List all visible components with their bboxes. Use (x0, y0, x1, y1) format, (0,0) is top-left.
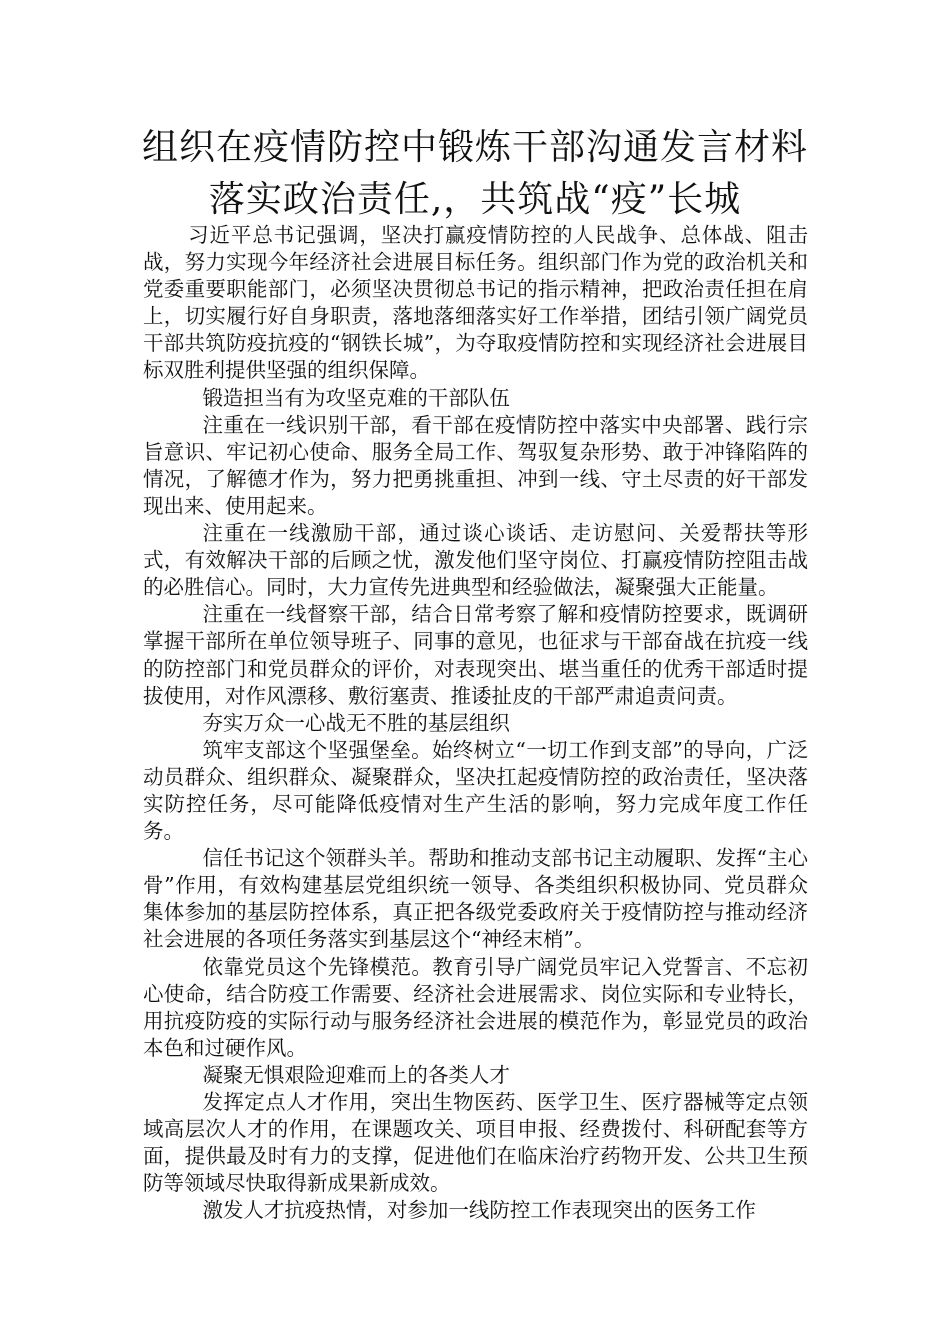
document-title: 组织在疫情防控中锻炼干部沟通发言材料 (141, 127, 808, 168)
document-subtitle: 落实政治责任,，共筑战“疫”长城 (208, 179, 742, 220)
section-heading-cadres: 锻造担当有为攻坚克难的干部队伍 (202, 385, 510, 410)
body-paragraph: 筑牢支部这个坚强堡垒。始终树立“一切工作到支部”的导向，广泛动员群众、组织群众、凝聚群众，坚决扛起疫情防控的政治责任，坚决落实防控任务，尽可能降低疫情对生产生活的影响，努力完成年度工作任务。 (143, 737, 808, 844)
body-paragraph: 注重在一线识别干部，看干部在疫情防控中落实中央部署、践行宗旨意识、牢记初心使命、服务全局工作、驾驭复杂形势、敢于冲锋陷阵的情况，了解德才作为，努力把勇挑重担、冲到一线、守土尽责的好干部发现出来、使用起来。 (143, 412, 808, 518)
body-paragraph: 激发人才抗疫热情，对参加一线防控工作表现突出的医务工作 (202, 1198, 756, 1223)
body-paragraph: 发挥定点人才作用，突出生物医药、医学卫生、医疗器械等定点领域高层次人才的作用，在课题攻关、项目申报、经费拨付、科研配套等方面，提供最及时有力的支撑，促进他们在临床治疗药物开发、公共卫生预防等领域尽快取得新成果新成效。 (143, 1090, 808, 1196)
document-body (143, 222, 808, 1224)
intro-paragraph: 习近平总书记强调，坚决打赢疫情防控的人民战争、总体战、阻击战，努力实现今年经济社会进展目标任务。组织部门作为党的政治机关和党委重要职能部门，必须坚决贯彻总书记的指示精神，把政治责任担在肩上，切实履行好自身职责，落地落细落实好工作举措，团结引领广阔党员干部共筑防疫抗疫的“钢铁长城”，为夺取疫情防控和实现经济社会进展目标双胜利提供坚强的组织保障。 (143, 223, 808, 383)
body-paragraph: 依靠党员这个先锋模范。教育引导广阔党员牢记入党誓言、不忘初心使命，结合防疫工作需要、经济社会进展需求、岗位实际和专业特长，用抗疫防疫的实际行动与服务经济社会进展的模范作为，彰显党员的政治本色和过硬作风。 (143, 954, 808, 1060)
body-paragraph: 注重在一线激励干部，通过谈心谈话、走访慰问、关爱帮扶等形式，有效解决干部的后顾之忧，激发他们坚守岗位、打赢疫情防控阻击战的必胜信心。同时，大力宣传先进典型和经验做法，凝聚强大正能量。 (143, 521, 808, 600)
section-heading-grassroots: 夯实万众一心战无不胜的基层组织 (202, 710, 510, 735)
section-heading-talent: 凝聚无惧艰险迎难而上的各类人才 (202, 1062, 510, 1087)
body-paragraph: 信任书记这个领群头羊。帮助和推动支部书记主动履职、发挥“主心骨”作用，有效构建基层党组织统一领导、各类组织积极协同、党员群众集体参加的基层防控体系，真正把各级党委政府关于疫情防控与推动经济社会进展的各项任务落实到基层这个“神经末梢”。 (143, 846, 808, 952)
body-paragraph: 注重在一线督察干部，结合日常考察了解和疫情防控要求，既调研掌握干部所在单位领导班子、同事的意见，也征求与干部奋战在抗疫一线的防控部门和党员群众的评价，对表现突出、堪当重任的优秀干部适时提拔使用，对作风漂移、敷衍塞责、推诿扯皮的干部严肃追责问责。 (143, 602, 808, 708)
